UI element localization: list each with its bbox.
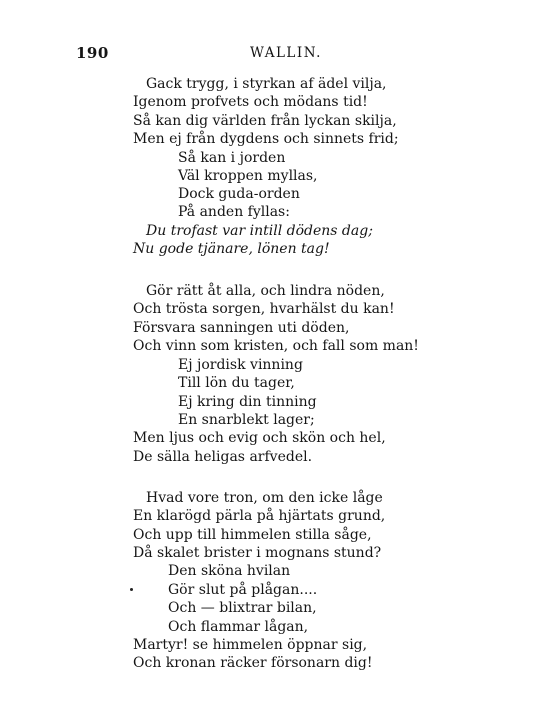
poem-line: En snarblekt lager; bbox=[178, 412, 315, 428]
poem-line: Till lön du tager, bbox=[178, 375, 295, 391]
poem-line: Försvara sanningen uti döden, bbox=[133, 320, 350, 336]
poem-line: Väl kroppen myllas, bbox=[178, 168, 318, 184]
poem-line: Gör rätt åt alla, och lindra nöden, bbox=[146, 283, 385, 299]
poem-line: Gack trygg, i styrkan af ädel vilja, bbox=[146, 76, 387, 92]
poem-line: Och — blixtrar bilan, bbox=[168, 600, 317, 616]
poem-line: Men ej från dygdens och sinnets frid; bbox=[133, 131, 399, 147]
poem-line: Men ljus och evig och skön och hel, bbox=[133, 430, 386, 446]
poem-line: Och flammar lågan, bbox=[168, 619, 309, 635]
poem-line: Dock guda-orden bbox=[178, 186, 300, 202]
poem-line: Hvad vore tron, om den icke låge bbox=[146, 490, 383, 506]
page-number: 190 bbox=[76, 44, 109, 62]
running-head: WALLIN. bbox=[250, 45, 322, 61]
poem-line: Gör slut på plågan.... bbox=[168, 582, 318, 598]
poem-line: Och upp till himmelen stilla såge, bbox=[133, 527, 372, 543]
poem-line: Då skalet brister i mognans stund? bbox=[133, 545, 382, 561]
poem-line: På anden fyllas: bbox=[178, 204, 290, 220]
poem-line-italic: Nu gode tjänare, lönen tag! bbox=[133, 241, 330, 257]
ink-speck bbox=[130, 588, 133, 591]
poem-line: Igenom profvets och mödans tid! bbox=[133, 94, 368, 110]
poem-line-italic: Du trofast var intill dödens dag; bbox=[146, 223, 373, 239]
poem-line: Så kan i jorden bbox=[178, 150, 286, 166]
poem-line: Så kan dig världen från lyckan skilja, bbox=[133, 113, 397, 129]
page-header bbox=[0, 44, 560, 64]
poem-line: Ej kring din tinning bbox=[178, 394, 317, 410]
poem-line: Och trösta sorgen, hvarhälst du kan! bbox=[133, 301, 395, 317]
poem-line: De sälla heligas arfvedel. bbox=[133, 449, 313, 465]
poem-line: Och kronan räcker försonarn dig! bbox=[133, 655, 373, 671]
poem-line: Martyr! se himmelen öppnar sig, bbox=[133, 637, 368, 653]
poem-line: Den sköna hvilan bbox=[168, 563, 291, 579]
poem-line: Och vinn som kristen, och fall som man! bbox=[133, 338, 419, 354]
poem-line: Ej jordisk vinning bbox=[178, 357, 303, 373]
poem-line: En klarögd pärla på hjärtats grund, bbox=[133, 508, 386, 524]
